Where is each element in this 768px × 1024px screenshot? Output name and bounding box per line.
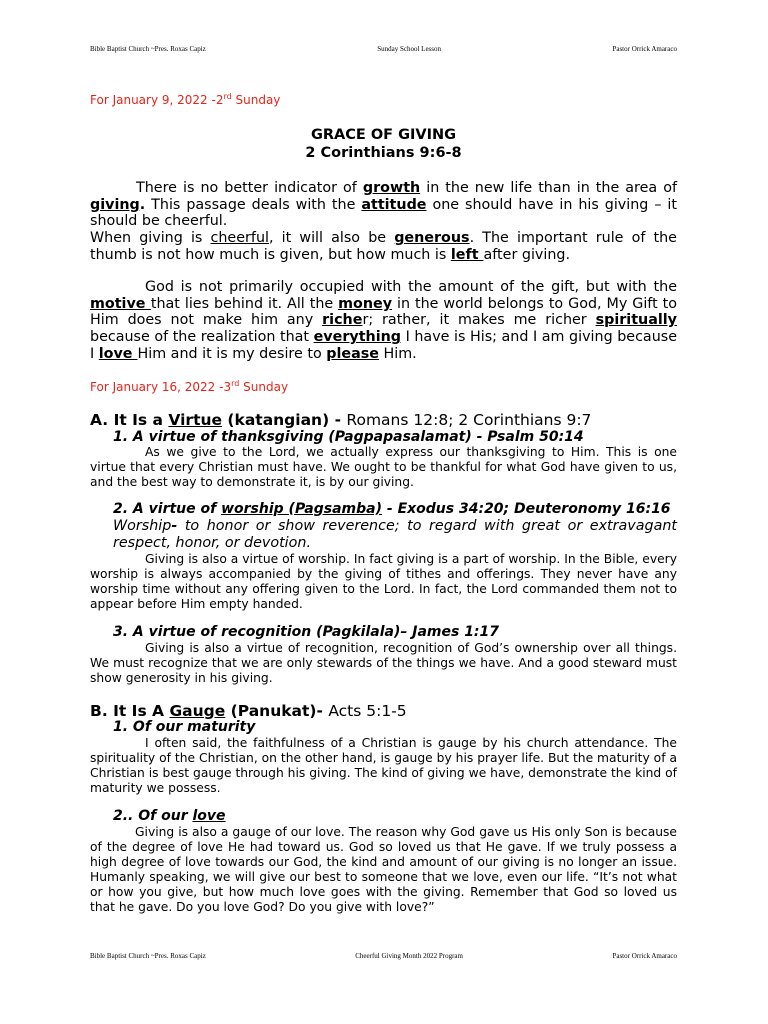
- footer-program: Cheerful Giving Month 2022 Program: [355, 952, 463, 960]
- footer-pastor: Pastor Orrick Amaraco: [612, 952, 677, 960]
- a3-heading: 3. A virtue of recognition (Pagkilala)– James 1:17: [113, 624, 500, 640]
- b2-body: Giving is also a gauge of our love. The reason why God gave us His only Son is because of the degree of love He had toward us. God so loved us that He gave. If we truly possess a high degree of love towards our God, the kind and amount of our giving is no longer an issue. Humanly speaking, we will give our best to someone that we love, even our life. “It’s not what or how you give, but how much love goes with the giving. Remember that God so loved us that he gave. Do you love God? Do you give with love?”: [90, 825, 677, 914]
- date-jan-9: For January 9, 2022 -2rd Sunday: [90, 92, 281, 107]
- title-main: GRACE OF GIVING: [310, 127, 457, 143]
- b1-body: I often said, the faithfulness of a Christian is gauge by his church attendance. The spirituality of the Christian, on the other hand, is gauge by his prayer life. But the maturity of a Christian is best gauge through his giving. The kind of giving we have, demonstrate the kind of maturity we possess.: [90, 736, 677, 795]
- paragraph-cheerful: When giving is cheerful, it will also be generous. The important rule of the thumb is not how much is given, but how much is left after giving.: [90, 230, 677, 263]
- header-church: Bible Baptist Church ~Pres. Roxas Capiz: [90, 45, 206, 53]
- lesson-title: [90, 126, 677, 162]
- header-pastor: Pastor Orrick Amaraco: [612, 45, 677, 53]
- a2-body: Giving is also a virtue of worship. In fact giving is a part of worship. In the Bible, every worship is always accompanied by the giving of tithes and offerings. They never have any worship time without any offering given to the Lord. In fact, the Lord commanded them not to appear before Him empty handed.: [90, 552, 677, 611]
- paragraph-growth: There is no better indicator of growth in the new life than in the area of giving. This passage deals with the attitude one should have in his giving – it should be cheerful.: [90, 180, 678, 230]
- section-b-heading: B. It Is A Gauge (Panukat)- Acts 5:1-5: [90, 702, 407, 720]
- a1-body: As we give to the Lord, we actually express our thanksgiving to Him. This is one virtue that every Christian must have. We ought to be thankful for what God have given to us, and the best way to demonstrate it, is by our giving.: [90, 445, 677, 489]
- a1-heading: 1. A virtue of thanksgiving (Pagpapasalamat) - Psalm 50:14: [113, 429, 584, 445]
- footer-church: Bible Baptist Church ~Pres. Roxas Capiz: [90, 952, 206, 960]
- paragraph-motive: God is not primarily occupied with the amount of the gift, but with the motive that lies behind it. All the money in the world belongs to God, My Gift to Him does not make him any richer; rather, it makes me richer spiritually because of the realization that everything I have is His; and I am giving because I love Him and it is my desire to please Him.: [90, 279, 678, 362]
- header-lesson-type: Sunday School Lesson: [377, 45, 441, 53]
- a2-heading: 2. A virtue of worship (Pagsamba) - Exodus 34:20; Deuteronomy 16:16: [113, 501, 671, 517]
- b1-heading: 1. Of our maturity: [113, 719, 256, 735]
- title-scripture: 2 Corinthians 9:6-8: [305, 145, 462, 161]
- worship-definition: Worship- to honor or show reverence; to regard with great or extravagant respect, honor, or devotion.: [113, 518, 677, 551]
- page-header: [90, 45, 677, 53]
- date-jan-16: For January 16, 2022 -3rd Sunday: [90, 379, 289, 394]
- section-a-heading: A. It Is a Virtue (katangian) - Romans 12:8; 2 Corinthians 9:7: [90, 411, 592, 429]
- b2-heading: 2.. Of our love: [113, 808, 226, 824]
- a3-body: Giving is also a virtue of recognition, recognition of God’s ownership over all things. We must recognize that we are only stewards of the things we have. And a good steward must show generosity in his giving.: [90, 641, 677, 685]
- page-footer: [90, 952, 677, 960]
